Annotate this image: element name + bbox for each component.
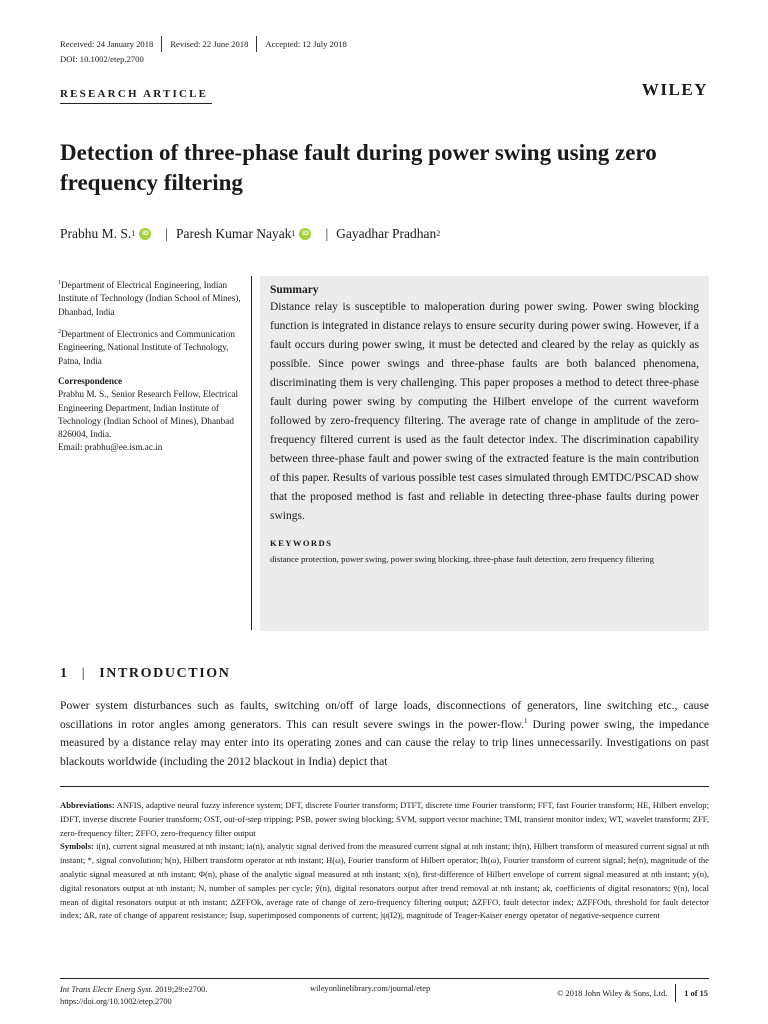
author-name[interactable]: Gayadhar Pradhan <box>336 226 437 241</box>
symbols-label: Symbols: <box>60 841 94 852</box>
summary-heading: Summary <box>270 284 319 296</box>
doi[interactable]: DOI: 10.1002/etep.2700 <box>60 54 144 64</box>
keywords-text: distance protection, power swing, power swing blocking, three-phase fault detection, zero frequency filtering <box>270 554 655 564</box>
correspondence-email[interactable]: Email: prabhu@ee.ism.ac.in <box>58 442 163 453</box>
abbreviations-label: Abbreviations: <box>60 800 115 810</box>
page-number: 1 of 15 <box>684 988 708 998</box>
author-separator: | <box>165 226 168 241</box>
date-divider <box>161 36 162 52</box>
footer-divider <box>675 984 676 1002</box>
footnote-rule <box>60 786 709 787</box>
correspondence-text: Prabhu M. S., Senior Research Fellow, Electrical Engineering Department, Indian Institute of Technology (Indian School of Mines), Dhanbad 826004, India. Email: prabhu@ee.ism.ac.in <box>58 389 239 453</box>
keywords-heading: KEYWORDS <box>270 538 333 548</box>
date-divider <box>256 36 257 52</box>
author-name[interactable]: Paresh Kumar Nayak <box>175 226 292 241</box>
journal-site-link[interactable]: wileyonlinelibrary.com/journal/etep <box>310 984 431 993</box>
summary-text: Distance relay is susceptible to maloperation during power swing. Power swing blocking function is integrated in distance relays to ensure security during power swing. However, if a fault occurs during power swing, it must be detected and cleared by the relay as quickly as possible. Since power swings and three-phase faults are both balanced phenomena, discriminating them is very challenging. This paper proposes a method to detect three-phase fault during power swing by computing the Hilbert envelope of the current waveform followed by zero-frequency filtering. The average rate of change in amplitude of the zero-frequency filtered current is used as the fault detector index. The discrimination capability between three-phase fault and power swing of the extracted feature is the main contribution of this paper. Results of various possible test cases simulated through EMTDC/PSCAD show that the proposed method is fast and reliable in detecting three-phase faults during power swings. <box>270 301 699 522</box>
affiliations-column <box>58 277 244 455</box>
correspondence-heading: Correspondence <box>58 375 123 386</box>
footer-doi-link[interactable]: https://doi.org/10.1002/etep.2700 <box>60 996 172 1006</box>
article-dates <box>60 36 347 52</box>
intro-paragraph: Power system disturbances such as faults, switching on/off of large loads, disconnections of generators, line switching etc., cause oscillations in rotor angles among generators. This can result severe swings in the power-flow.$^1$ During power swing, the impedance measured by a distance relay may enter into its operating zones and can cause the relay to trip lines unnecessarily. Investigations on past blackouts worldwide (including the 2012 blackout in India) depict that <box>60 699 709 768</box>
column-divider <box>251 276 252 630</box>
author-name[interactable]: Prabhu M. S. <box>60 226 132 241</box>
summary-box <box>260 276 709 631</box>
copyright: © 2018 John Wiley & Sons, Ltd. <box>557 988 668 998</box>
affiliation: $^1$Department of Electrical Engineering, Indian Institute of Technology (Indian School of Mines), Dhanbad, India <box>58 280 241 317</box>
author-list: Prabhu M. S. 1 iD | Paresh Kumar Nayak 1 iD | Gayadhar Pradhan 2 <box>60 226 441 241</box>
publisher-logo: WILEY <box>641 80 708 99</box>
abbreviations-block: Abbreviations: ANFIS, adaptive neural fuzzy inference system; DFT, discrete Fourier transform; DTFT, discrete time Fourier transform; FFT, fast Fourier transform; HE, Hilbert envelop; IDFT, inverse discrete Fourier transform; OST, out-of-step tripping; PSB, power swing blocking; SVM, support vector machine; TMI, transient monitor index; WT, wavelet transform; ZFF, zero-frequency filter; ZFFO, zero-frequency filter output Symbols: i(n), current signal measured at nth instant; ia(n), analytic signal derived from the measured current signal at nth instant; ih(n), Hilbert transform of measured current signal at nth instant; *, signal convolution; h(n), Hilbert transform operator at nth instant; H(ω), Fourier transform of Hilbert operator; Ih(ω), Fourier transform of current signal; he(n), magnitude of the analytic signal measured at nth instant; Φ(n), phase of the analytic signal measured at nth instant; x(n), first-difference of Hilbert envelope of current signal measured at nth instant; y(n), digital resonators output at nth instant; N, number of samples per cycle; ŷ(n), digital resonators output after trend removal at nth instant; ak, coefficients of digital resonators; ȳ(n), local mean of digital resonators output at nth instant; ΔZFFOk, average rate of change of zero-frequency filtering output; ΔZFFO, fault detector index; ΔZFFOth, threshold for fault detector index; ΔR, rate of change of apparent resistance; Isup, superimposed components of current; |ψ(I2)|, magnitude of Teager-Kaiser energy operator of negative-sequence current <box>60 800 710 921</box>
article-title: Detection of three-phase fault during power swing using zero frequency filtering <box>60 140 657 195</box>
intro-heading <box>60 666 230 682</box>
section-label: RESEARCH ARTICLE <box>60 88 212 104</box>
received-date: Received: 24 January 2018 <box>60 39 154 49</box>
section-number: 1 <box>60 666 69 681</box>
section-title: INTRODUCTION <box>99 666 231 681</box>
orcid-icon[interactable]: iD <box>299 228 311 240</box>
journal-name: Int Trans Electr Energ Syst. <box>60 985 153 994</box>
section-separator: | <box>81 666 87 681</box>
footer-rule <box>60 978 709 979</box>
citation-ref[interactable]: 1 <box>524 716 528 725</box>
footer-right <box>557 984 708 1002</box>
author-separator: | <box>325 226 329 241</box>
accepted-date: Accepted: 12 July 2018 <box>265 39 347 49</box>
affiliation: $^2$Department of Electronics and Communication Engineering, National Institute of Technology, Patna, India <box>58 328 236 366</box>
footer-citation: Int Trans Electr Energ Syst. 2019;29:e2700. https://doi.org/10.1002/etep.2700 <box>60 985 208 1006</box>
revised-date: Revised: 22 June 2018 <box>170 39 249 49</box>
orcid-icon[interactable]: iD <box>139 228 151 240</box>
